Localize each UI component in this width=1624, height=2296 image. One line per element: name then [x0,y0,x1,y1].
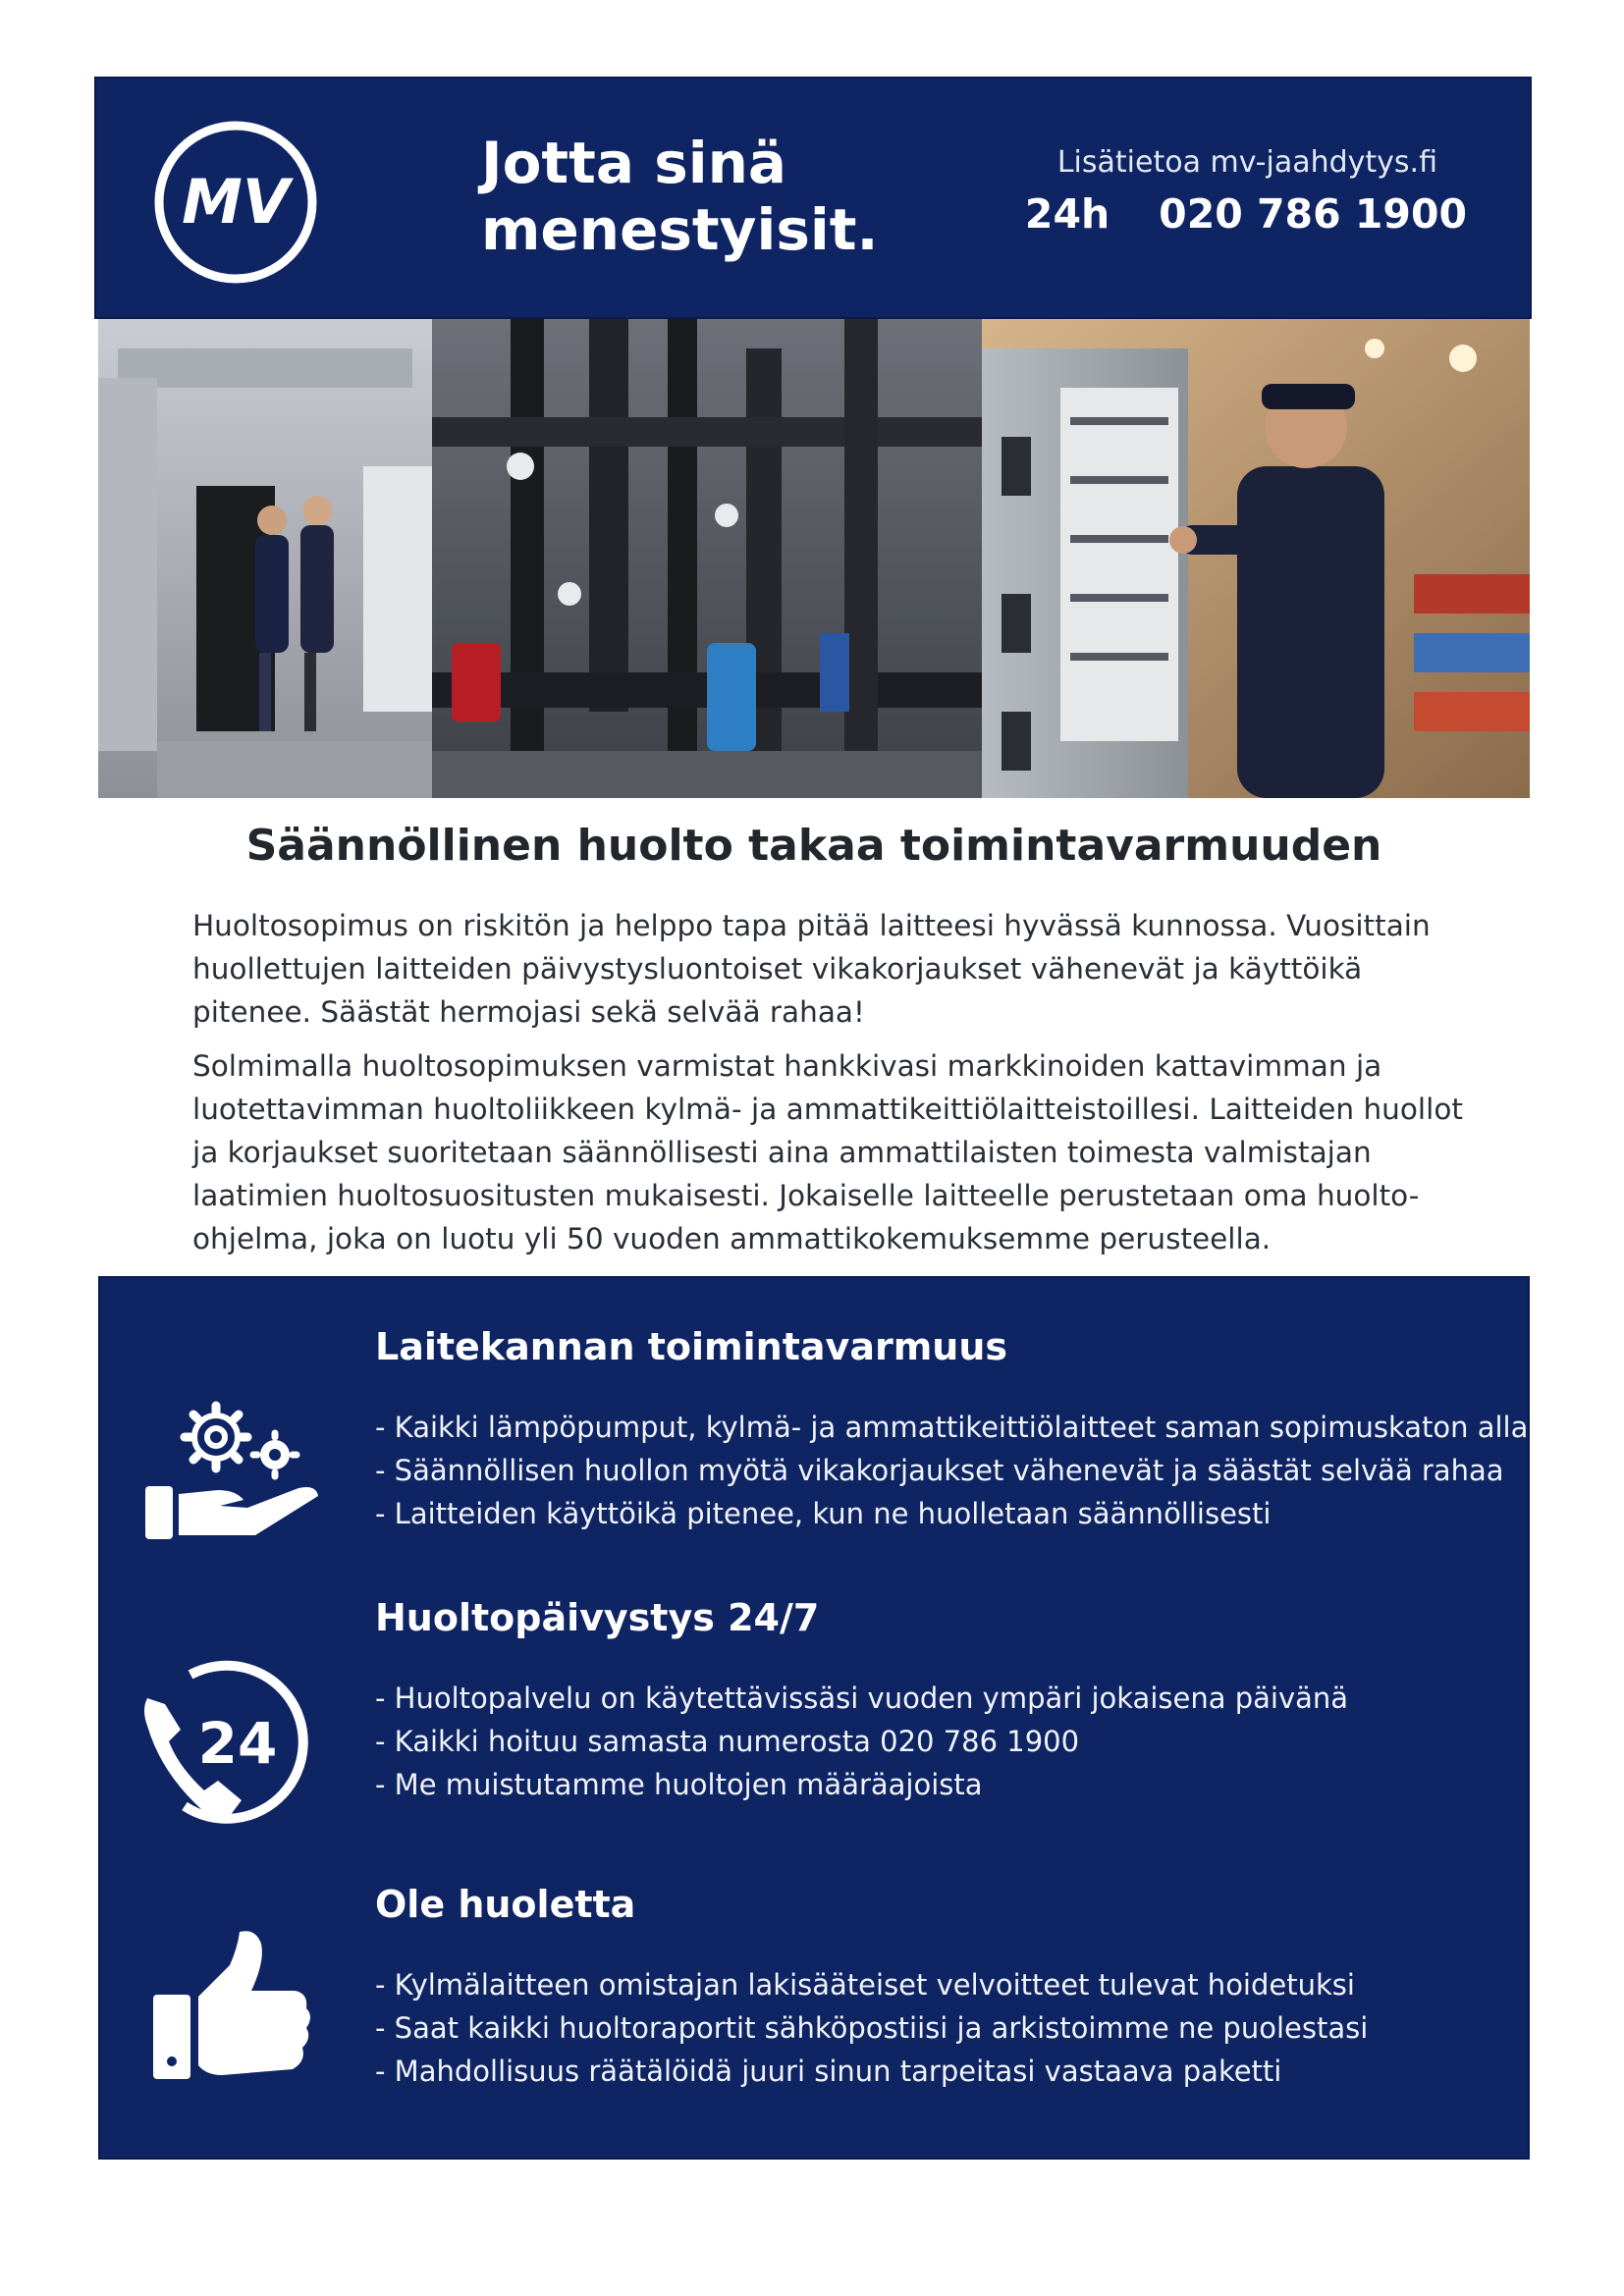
phone-24-icon-text: 24 [197,1710,278,1777]
feature-3-bullet-1: - Kylmälaitteen omistajan lakisääteiset velvoitteet tulevat hoidetuksi [375,1968,1355,2002]
intro-paragraph-1: Huoltosopimus on riskitön ja helppo tapa pitää laitteesi hyvässä kunnossa. Vuosittain huollettujen laitteiden päivystysluontoiset vikakorjaukset vähenevät ja käyttöikä pitenee. Säästät hermojasi sekä selvää rahaa! [192,909,1431,1029]
slogan [481,130,879,263]
feature-1-title: Laitekannan toimintavarmuus [375,1325,1008,1368]
hand-gears-icon [141,1396,328,1543]
slogan-line-1: Jotta sinä [481,130,787,196]
slogan-line-2: menestyisit. [481,196,879,263]
feature-2-title: Huoltopäivystys 24/7 [375,1596,820,1639]
header-banner [94,77,1532,319]
feature-2-bullet-3: - Me muistutamme huoltojen määräajoista [375,1768,983,1801]
feature-1-bullet-2: - Säännöllisen huollon myötä vikakorjaukset vähenevät ja säästät selvää rahaa [375,1454,1504,1487]
feature-3-bullet-3: - Mahdollisuus räätälöidä juuri sinun tarpeitasi vastaava paketti [375,2055,1282,2088]
feature-1-list [375,1406,1528,1535]
feature-1-bullet-3: - Laitteiden käyttöikä pitenee, kun ne huolletaan säännöllisesti [375,1497,1272,1530]
feature-1-bullet-1: - Kaikki lämpöpumput, kylmä- ja ammattikeittiölaitteet saman sopimuskaton alla [375,1411,1529,1444]
phone-24-icon [139,1655,326,1832]
contact-url[interactable]: Lisätietoa mv-jaahdytys.fi [1056,145,1437,180]
feature-2-list [375,1677,1348,1806]
hours-label: 24h [1024,190,1110,238]
intro-paragraph-2: Solmimalla huoltosopimuksen varmistat hankkivasi markkinoiden kattavimman ja luotettavimman huoltoliikkeen kylmä- ja ammattikeittiölaitteistoillesi. Laitteiden huollot ja korjaukset suoritetaan säännöllisesti aina ammattilaisten toimesta valmistajan laatimien huoltosuositusten mukaisesti. Jokaiselle laitteelle perustetaan oma huolto-ohjelma, joka on luotu yli 50 vuoden ammattikokemuksemme perusteella. [192,1049,1463,1255]
feature-3-list [375,1963,1368,2093]
feature-2-bullet-2: - Kaikki hoituu samasta numerosta 020 786 1900 [375,1725,1080,1758]
contact-phone[interactable] [1025,190,1467,238]
feature-2-bullet-1: - Huoltopalvelu on käytettävissäsi vuoden ympäri jokaisena päivänä [375,1682,1349,1715]
feature-3-title: Ole huoletta [375,1883,636,1926]
mv-logo [151,118,320,287]
feature-3-bullet-2: - Saat kaikki huoltoraportit sähköpostiisi ja arkistoimme ne puolestasi [375,2011,1369,2045]
mv-logo-text: MV [182,166,290,238]
features-panel [98,1276,1530,2160]
intro-heading: Säännöllinen huolto takaa toimintavarmuuden [245,821,1382,871]
phone-number: 020 786 1900 [1159,190,1467,238]
thumbs-up-icon [149,1926,316,2083]
hero-photo [98,319,1530,798]
